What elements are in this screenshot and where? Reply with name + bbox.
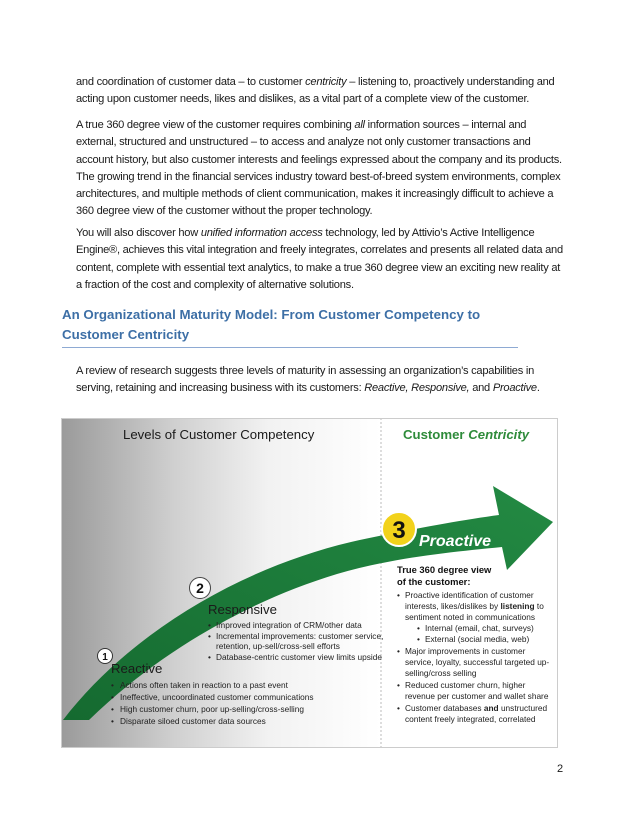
level-3-name: Proactive xyxy=(419,533,492,550)
bullet-marker: • xyxy=(417,623,420,633)
level-1-name: Reactive xyxy=(111,661,163,676)
emphasis-text: Proactive xyxy=(492,382,537,395)
bullet-marker: • xyxy=(111,704,114,714)
proactive-bullets xyxy=(397,590,549,724)
level-2-name: Responsive xyxy=(208,602,277,617)
title-run: Customer xyxy=(403,427,469,442)
emphasis-text: Reactive, Responsive, xyxy=(364,382,470,395)
responsive-bullet: Improved integration of CRM/other data xyxy=(216,620,362,630)
text-run: – listening to, proactively understanding and acting upon customer needs, likes and dislikes, as a vital part of a complete view of the customer. xyxy=(76,76,555,106)
text-run: A review of research suggests three levels of maturity in assessing an organization’s capabilities in serving, retaining and increasing business with its customers: xyxy=(76,365,534,395)
text-run: listening xyxy=(500,601,535,611)
text-run: You will also discover how xyxy=(76,227,201,239)
bullet-marker: • xyxy=(208,631,211,641)
maturity-model-diagram xyxy=(61,418,558,748)
bullet-marker: • xyxy=(208,620,211,630)
proactive-heading: True 360 degree view xyxy=(397,564,492,575)
text-run: unstructured xyxy=(498,703,548,713)
text-run: information sources – internal and external, structured and unstructured – to access and analyze not only customer transactions and account history, but also customer interests and feelings expressed about the company and its products. The growing trend in the financial services industry toward best-of-breed system environments, complex architectures, and multiple methods of client communication, makes it increasingly difficult to achieve a 360 degree view of the customer without the proper technology. xyxy=(76,119,562,218)
text-run: and xyxy=(483,703,499,713)
maturity-model-figure xyxy=(61,418,558,748)
bullet-marker: • xyxy=(111,716,114,726)
text-run: Customer databases xyxy=(405,703,484,713)
text-run: and xyxy=(469,382,493,395)
proactive-bullet: revenue per customer and wallet share xyxy=(405,691,549,701)
bullet-marker: • xyxy=(397,646,400,656)
reactive-bullet: Actions often taken in reaction to a past event xyxy=(120,680,288,690)
emphasis-text: all xyxy=(354,119,365,131)
text-run: . xyxy=(536,382,540,395)
proactive-bullet xyxy=(405,703,547,713)
proactive-bullet: selling/cross selling xyxy=(405,668,477,678)
body-paragraph-uia xyxy=(76,225,566,294)
centricity-title xyxy=(403,427,530,442)
proactive-heading: of the customer: xyxy=(397,576,471,587)
maturity-intro-paragraph xyxy=(76,363,566,398)
proactive-bullet xyxy=(405,601,544,611)
bullet-marker: • xyxy=(111,680,114,690)
responsive-bullet: Database-centric customer view limits upside xyxy=(216,652,382,662)
proactive-bullet: Major improvements in customer xyxy=(405,646,526,656)
bullet-marker: • xyxy=(397,590,400,600)
proactive-bullet: sentiment noted in communications xyxy=(405,612,536,622)
bullet-marker: • xyxy=(397,703,400,713)
text-run: technology, led by Attivio’s Active Intelligence Engine®, achieves this vital integration and freely integrates, correlates and presents all related data and content, complete with essential text analytics, to make a true 360 degree view an exciting new reality at a fraction of the cost and complexity of alternative solutions. xyxy=(76,227,563,291)
reactive-bullet: Disparate siloed customer data sources xyxy=(120,716,266,726)
level-1-number: 1 xyxy=(102,652,108,663)
responsive-bullet: Incremental improvements: customer service, xyxy=(216,631,384,641)
proactive-bullet: content freely integrated, correlated xyxy=(405,714,536,724)
proactive-bullet: Reduced customer churn, higher xyxy=(405,680,526,690)
emphasis-text: centricity xyxy=(305,76,347,88)
emphasis-text: unified information access xyxy=(200,227,323,239)
level-3-number: 3 xyxy=(392,517,406,544)
reactive-bullet: High customer churn, poor up-selling/cross-selling xyxy=(120,704,304,714)
title-run: Centricity xyxy=(468,427,530,442)
proactive-bullet: Proactive identification of customer xyxy=(405,590,534,600)
section-heading: An Organizational Maturity Model: From Customer Competency to Customer Centricity xyxy=(62,307,481,342)
proactive-sub-bullet: External (social media, web) xyxy=(425,634,530,644)
bullet-marker: • xyxy=(397,680,400,690)
intro-paragraph xyxy=(76,74,566,109)
bullet-marker: • xyxy=(208,652,211,662)
reactive-bullet: Ineffective, uncoordinated customer communications xyxy=(120,692,314,702)
bullet-marker: • xyxy=(111,692,114,702)
responsive-bullet: retention, up-sell/cross-sell efforts xyxy=(216,641,340,651)
text-run: to xyxy=(534,601,544,611)
text-run: A true 360 degree view of the customer requires combining xyxy=(76,119,355,131)
page-number: 2 xyxy=(557,763,564,775)
heading-divider xyxy=(62,347,518,348)
body-paragraph-360 xyxy=(76,117,566,221)
proactive-sub-bullet: Internal (email, chat, surveys) xyxy=(425,623,534,633)
bullet-marker: • xyxy=(417,634,420,644)
competency-title: Levels of Customer Competency xyxy=(123,427,315,442)
text-run: and coordination of customer data – to customer xyxy=(76,76,306,88)
proactive-bullet: service, loyalty, successful targeted up- xyxy=(405,657,550,667)
text-run: interests, likes/dislikes by xyxy=(405,601,501,611)
level-2-number: 2 xyxy=(196,580,204,596)
